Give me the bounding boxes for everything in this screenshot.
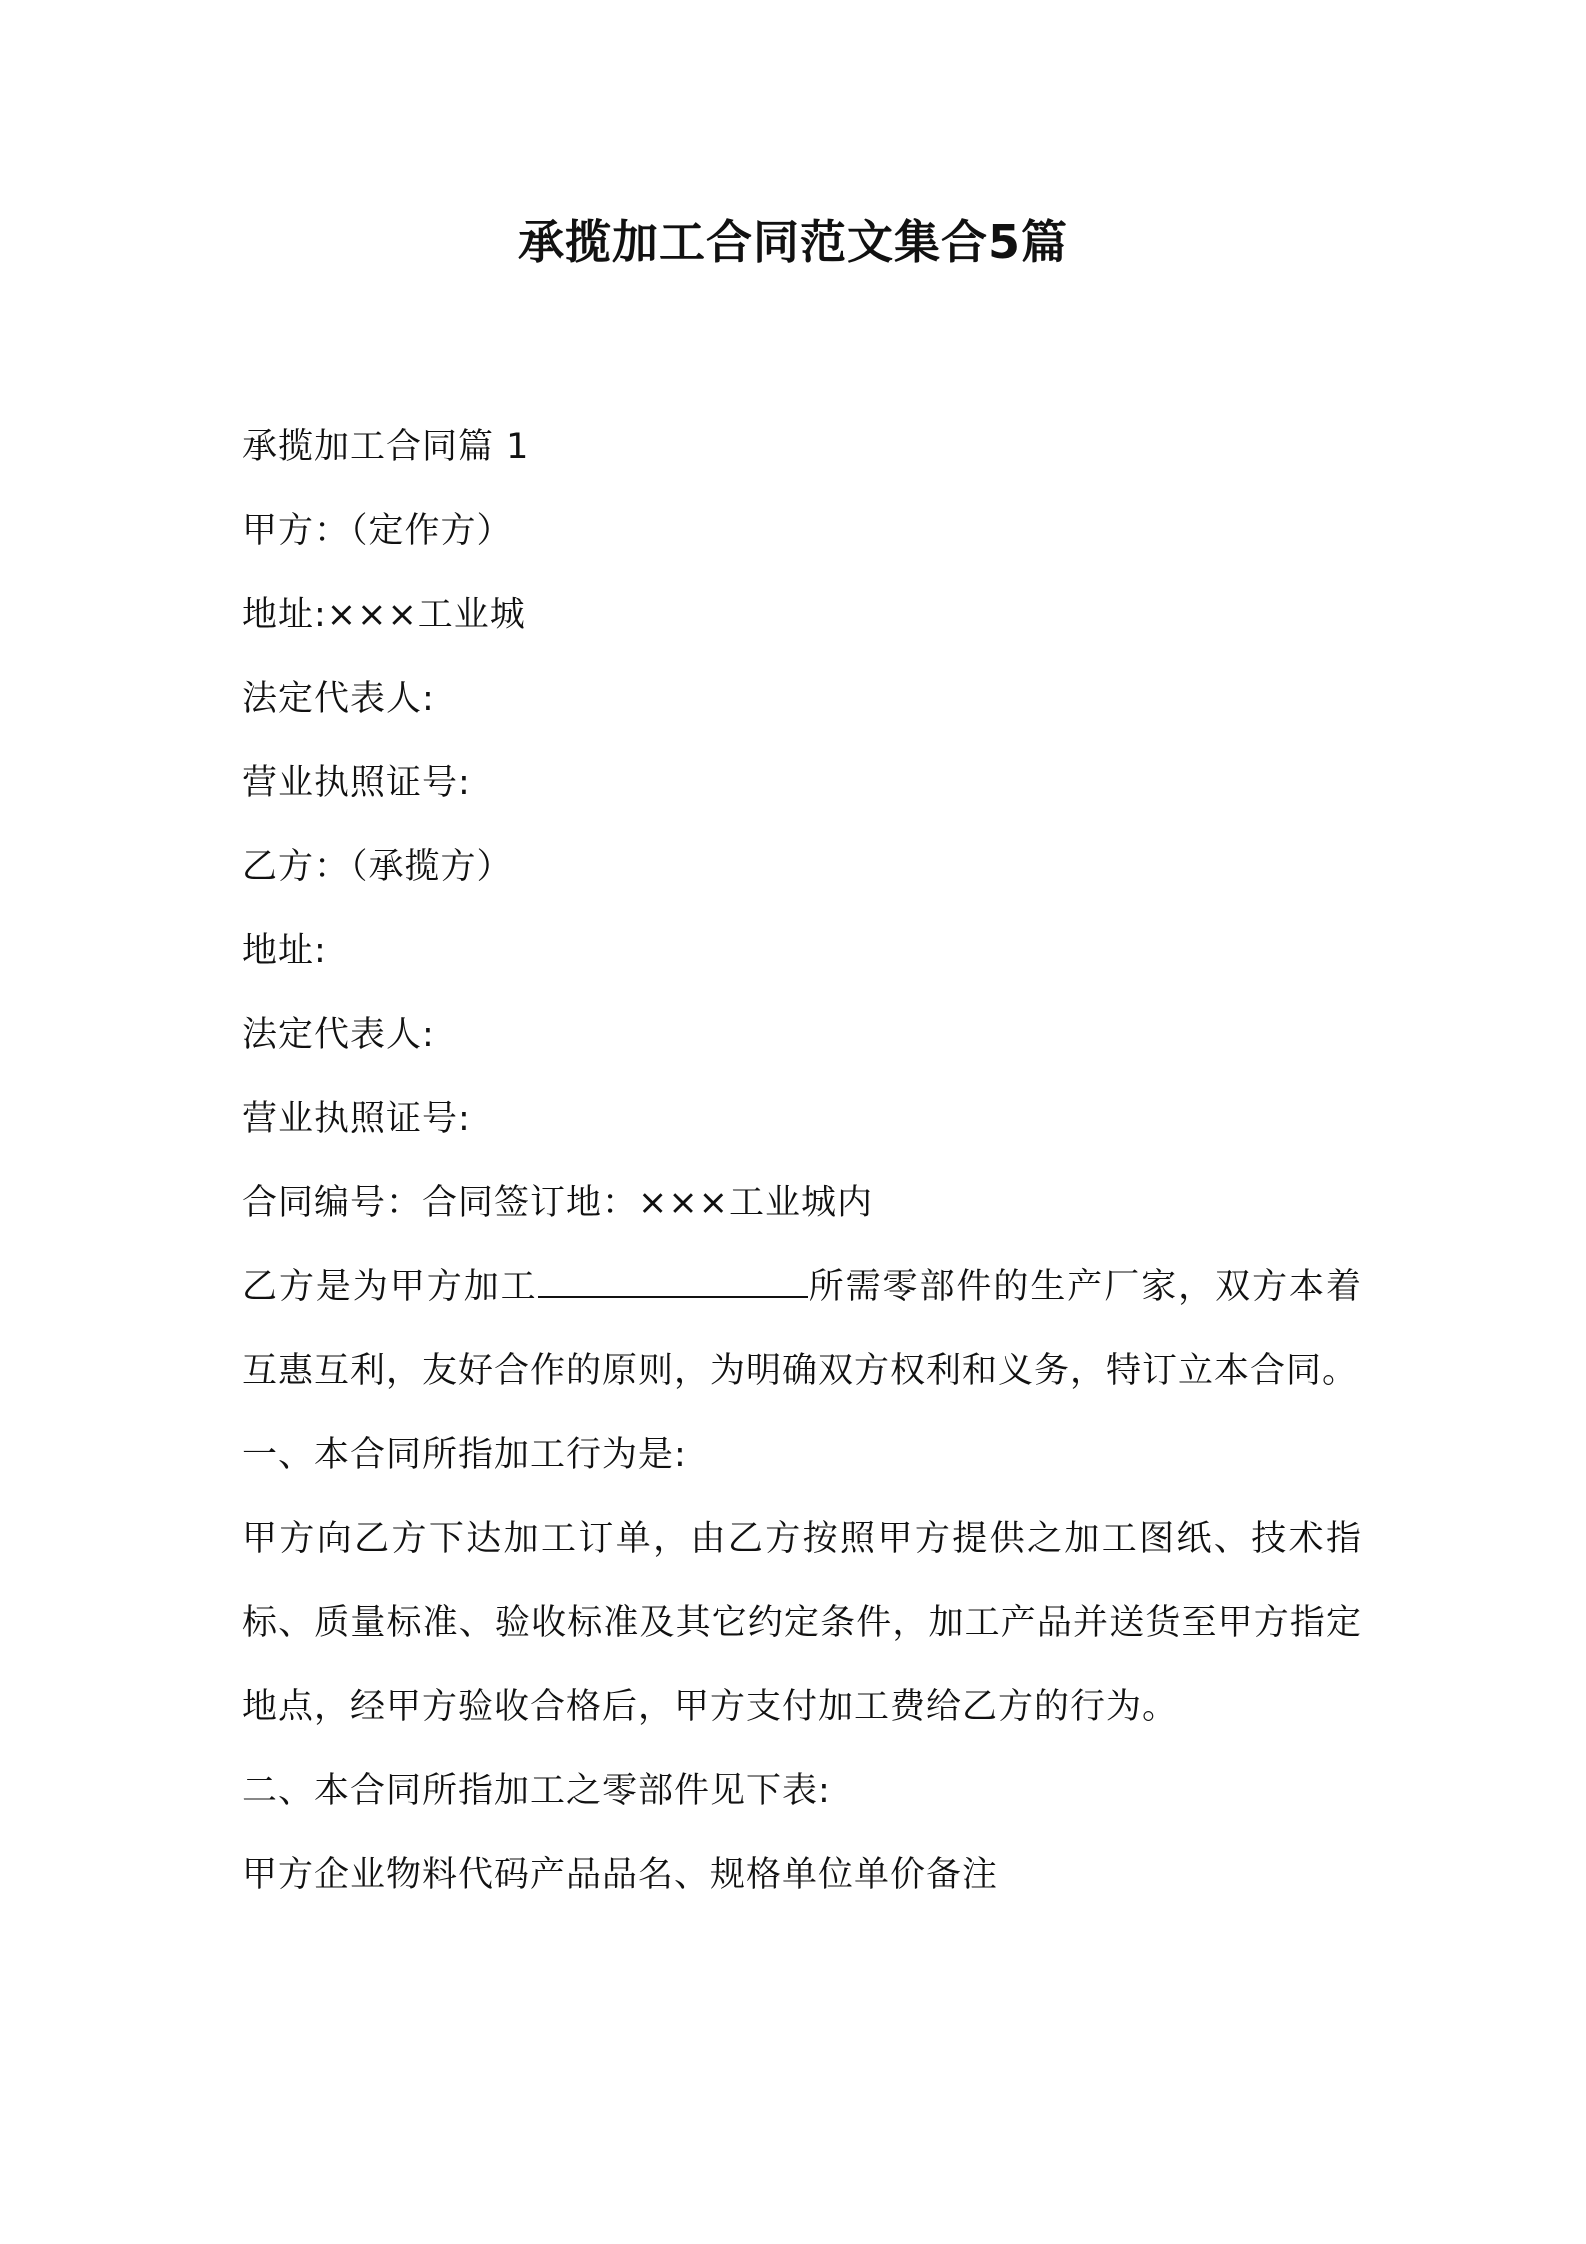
clause-1-body: 甲方向乙方下达加工订单，由乙方按照甲方提供之加工图纸、技术指标、质量标准、验收标准及其它约定条件，加工产品并送货至甲方指定地点，经甲方验收合格后，甲方支付加工费给乙方的行为。 (242, 1519, 1362, 1727)
fill-in-blank (538, 1266, 808, 1298)
party-a-license: 营业执照证号: (242, 763, 471, 803)
section-heading: 承揽加工合同篇 1 (242, 427, 530, 467)
intro-text-end: 所需零部件的生产厂家，双方本着互惠互利，友好合作的原则，为明确双方权利和义务，特订立本合同。 (242, 1267, 1362, 1391)
party-a-address: 地址:×××工业城 (242, 595, 526, 635)
party-b-license: 营业执照证号: (242, 1099, 471, 1139)
contract-number-place: 合同编号：合同签订地：×××工业城内 (242, 1183, 873, 1223)
document-title: 承揽加工合同范文集合5篇 (517, 215, 1068, 269)
party-b-representative: 法定代表人: (242, 1015, 435, 1055)
intro-paragraph (242, 1245, 1362, 1413)
party-a-representative: 法定代表人: (242, 679, 435, 719)
party-b-label: 乙方：（承揽方） (242, 847, 513, 887)
intro-text-start: 乙方是为甲方加工 (242, 1267, 538, 1307)
clause-1-heading: 一、本合同所指加工行为是: (242, 1435, 687, 1475)
clause-2-heading: 二、本合同所指加工之零部件见下表: (242, 1771, 831, 1811)
document-body (242, 405, 1362, 1917)
table-header-line: 甲方企业物料代码产品品名、规格单位单价备注 (242, 1855, 999, 1895)
party-a-label: 甲方：（定作方） (242, 511, 513, 551)
party-b-address: 地址: (242, 931, 327, 971)
